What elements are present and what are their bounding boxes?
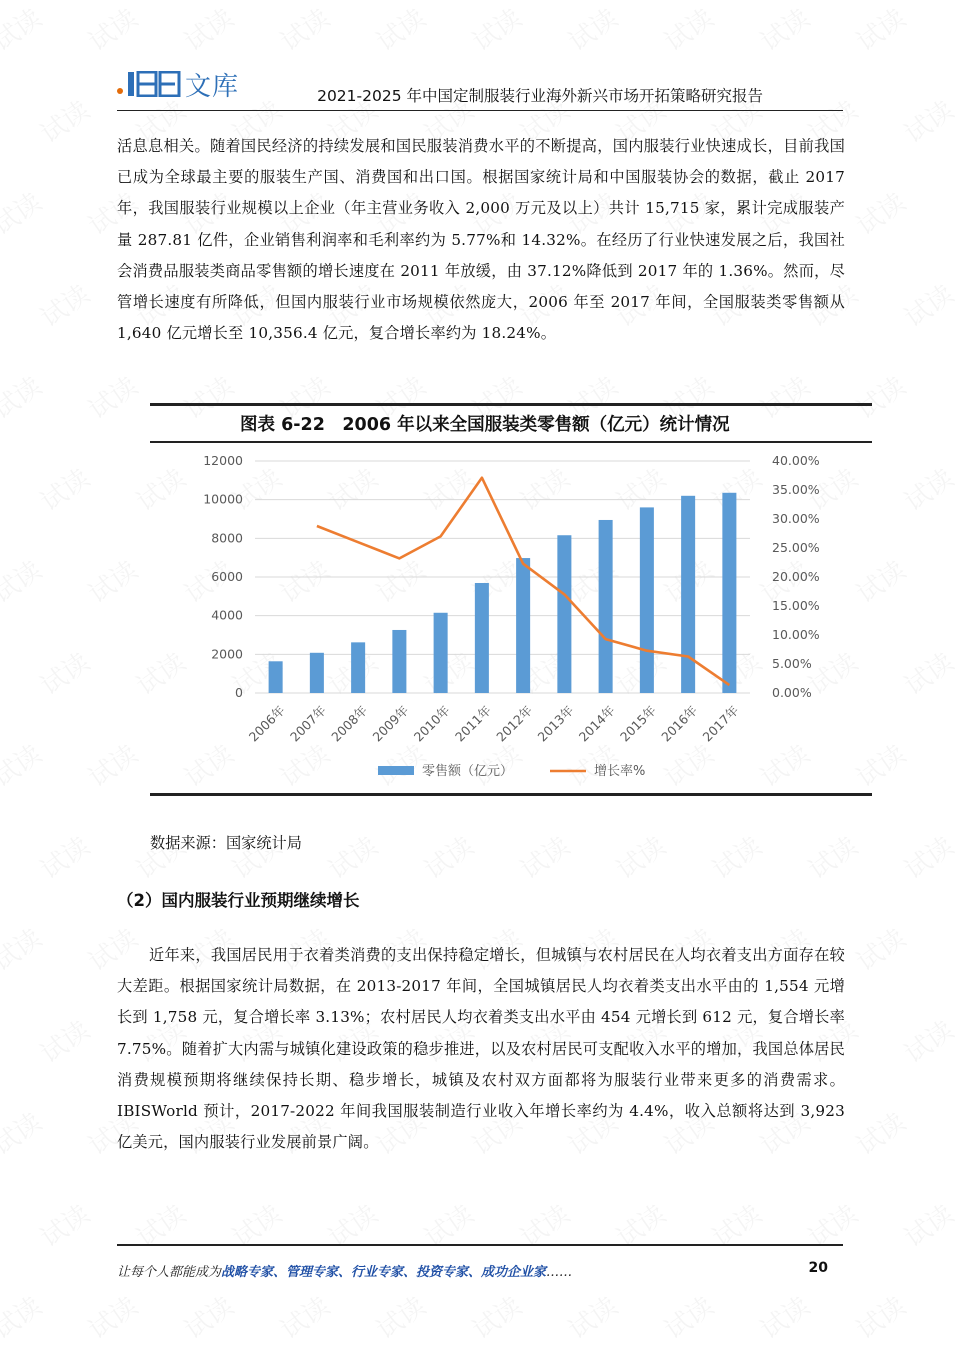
watermark xyxy=(176,0,240,59)
category-label: 2007年 xyxy=(287,702,329,745)
right-tick-label: 10.00% xyxy=(772,627,820,642)
logo-mark xyxy=(127,71,181,97)
watermark xyxy=(560,1286,624,1346)
paragraph-1: 活息息相关。随着国民经济的持续发展和国民服装消费水平的不断提高，国内服装行业快速成长，目前我国已成为全球最主要的服装生产国、消费国和出口国。根据国家统计局和中国服装协会的数据，截止 2017 年，我国服装行业规模以上企业（年主营业务收入 2,000 万元及以上）共计 15,715 家，累计完成服装产量 287.81 亿件，企业销售利润率和毛利率约为 5.77%和 14.32%。在经历了行业快速发展之后，我国社会消费品服装类商品零售额的增长速度在 2011 年放缓，由 37.12%降低到 2017 年的 1.36%。然而，尽管增长速度有所降低，但国内服装行业市场规模依然庞大，2006 年至 2017 年间，全国服装类零售额从 1,640 亿元增长至 10,356.4 亿元，复合增长率约为 18.24%。 xyxy=(117,137,845,343)
watermark xyxy=(32,1194,96,1254)
watermark xyxy=(656,0,720,59)
watermark xyxy=(368,0,432,59)
watermark xyxy=(560,0,624,59)
right-tick-label: 15.00% xyxy=(772,598,820,613)
watermark xyxy=(608,1194,672,1254)
watermark xyxy=(32,458,96,518)
watermark xyxy=(464,0,528,59)
left-tick-label: 12000 xyxy=(203,453,243,468)
watermark xyxy=(320,1194,384,1254)
section-heading: （2）国内服装行业预期继续增长 xyxy=(117,891,360,910)
watermark xyxy=(224,1194,288,1254)
watermark xyxy=(80,734,144,794)
left-tick-label: 4000 xyxy=(211,607,243,623)
watermark xyxy=(896,458,960,518)
right-tick-label: 40.00% xyxy=(772,453,820,468)
watermark xyxy=(128,1194,192,1254)
figure-source: 数据来源：国家统计局 xyxy=(150,834,302,852)
bar xyxy=(640,507,654,693)
logo-dot xyxy=(117,88,123,94)
watermark xyxy=(32,1010,96,1070)
page-header xyxy=(117,62,843,111)
bar xyxy=(351,642,365,693)
watermark xyxy=(848,1102,912,1162)
bar xyxy=(557,535,571,693)
category-label: 2006年 xyxy=(245,702,288,745)
watermark xyxy=(272,0,336,59)
legend-line-label: 增长率% xyxy=(594,764,646,779)
watermark xyxy=(512,1194,576,1254)
watermark xyxy=(320,826,384,886)
watermark xyxy=(80,0,144,59)
category-label: 2016年 xyxy=(658,702,701,745)
watermark xyxy=(0,918,48,978)
category-label: 2014年 xyxy=(575,702,618,745)
logo-text: 文库 xyxy=(185,71,240,102)
legend-bar-swatch xyxy=(378,766,414,775)
watermark xyxy=(32,274,96,334)
right-tick-label: 25.00% xyxy=(772,540,820,555)
watermark xyxy=(704,1194,768,1254)
watermark xyxy=(896,826,960,886)
right-tick-label: 0.00% xyxy=(772,685,812,700)
paragraph-2: 近年来，我国居民用于衣着类消费的支出保持稳定增长，但城镇与农村居民在人均衣着支出方面存在较大差距。根据国家统计局数据，在 2013-2017 年间，全国城镇居民人均衣着类支出水平由的 1,554 元增长到 1,758 元，复合增长率 3.13%；农村居民人均衣着类支出水平由 454 元增长到 612 元，复合增长率 7.75%。随着扩大内需与城镇化建设政策的稳步推进，以及农村居民可支配收入水平的增加，我国总体居民消费规模预期将继续保持长期、稳步增长，城镇及农村双方面都将为服装行业带来更多的消费需求。IBISWorld 预计，2017-2022 年间我国服装制造行业收入年增长率约为 4.4%，收入总额将达到 3,923 亿美元，国内服装行业发展前景广阔。 xyxy=(117,946,845,1152)
right-tick-label: 30.00% xyxy=(772,511,820,526)
watermark xyxy=(80,550,144,610)
report-title: 2021-2025 年中国定制服装行业海外新兴市场开拓策略研究报告 xyxy=(317,87,763,105)
watermark xyxy=(752,0,816,59)
bar xyxy=(310,653,324,693)
footer-suffix: …… xyxy=(546,1265,573,1280)
footer-highlight: 战略专家、管理专家、行业专家、投资专家、成功企业家 xyxy=(221,1265,547,1280)
watermark xyxy=(800,1194,864,1254)
bar xyxy=(599,520,613,693)
figure-top-rule xyxy=(150,403,872,406)
watermark xyxy=(800,826,864,886)
bar xyxy=(681,496,695,693)
watermark xyxy=(0,182,48,242)
footer-prefix: 让每个人都能成为 xyxy=(117,1265,222,1280)
right-tick-label: 20.00% xyxy=(772,569,820,584)
category-label: 2008年 xyxy=(328,702,371,745)
left-tick-label: 2000 xyxy=(211,646,243,662)
category-label: 2013年 xyxy=(534,702,577,745)
watermark xyxy=(176,1286,240,1346)
left-tick-label: 10000 xyxy=(203,491,243,507)
watermark xyxy=(416,1194,480,1254)
watermark xyxy=(32,642,96,702)
category-label: 2010年 xyxy=(410,702,453,745)
watermark xyxy=(0,366,48,426)
watermark xyxy=(896,1194,960,1254)
watermark xyxy=(368,1286,432,1346)
watermark xyxy=(32,90,96,150)
watermark xyxy=(32,826,96,886)
footer-slogan xyxy=(117,1261,572,1280)
watermark xyxy=(848,0,912,59)
right-tick-label: 5.00% xyxy=(772,656,812,671)
category-label: 2017年 xyxy=(699,702,742,745)
watermark xyxy=(512,826,576,886)
watermark xyxy=(0,734,48,794)
watermark xyxy=(848,1286,912,1346)
watermark xyxy=(752,1286,816,1346)
bar xyxy=(516,558,530,693)
watermark xyxy=(0,1286,48,1346)
bar xyxy=(269,661,283,693)
watermark xyxy=(896,642,960,702)
left-tick-label: 8000 xyxy=(211,530,243,546)
watermark xyxy=(80,1286,144,1346)
figure xyxy=(150,403,872,796)
watermark xyxy=(0,550,48,610)
watermark xyxy=(896,1010,960,1070)
watermark xyxy=(704,826,768,886)
category-label: 2012年 xyxy=(493,702,536,745)
watermark xyxy=(272,1286,336,1346)
watermark xyxy=(80,366,144,426)
page-number: 20 xyxy=(808,1260,828,1276)
bar xyxy=(392,630,406,693)
legend-bar-label: 零售额（亿元） xyxy=(422,764,514,779)
bar xyxy=(722,493,736,693)
category-label: 2009年 xyxy=(369,702,412,745)
bar xyxy=(434,613,448,693)
watermark xyxy=(848,182,912,242)
watermark xyxy=(656,1286,720,1346)
figure-title: 图表 6-22 2006 年以来全国服装类零售额（亿元）统计情况 xyxy=(240,415,730,435)
watermark xyxy=(464,1286,528,1346)
logo xyxy=(117,68,239,100)
category-label: 2011年 xyxy=(452,702,494,745)
bar xyxy=(475,583,489,693)
left-tick-label: 0 xyxy=(235,685,243,700)
watermark xyxy=(848,918,912,978)
watermark xyxy=(0,1102,48,1162)
watermark xyxy=(896,274,960,334)
watermark xyxy=(608,826,672,886)
retail-sales-chart xyxy=(150,443,872,793)
left-tick-label: 6000 xyxy=(211,569,243,584)
figure-bottom-rule xyxy=(150,793,872,796)
watermark xyxy=(0,0,48,59)
watermark xyxy=(416,826,480,886)
category-label: 2015年 xyxy=(617,702,659,745)
right-tick-label: 35.00% xyxy=(772,482,820,497)
footer-rule xyxy=(117,1244,843,1246)
watermark xyxy=(896,90,960,150)
